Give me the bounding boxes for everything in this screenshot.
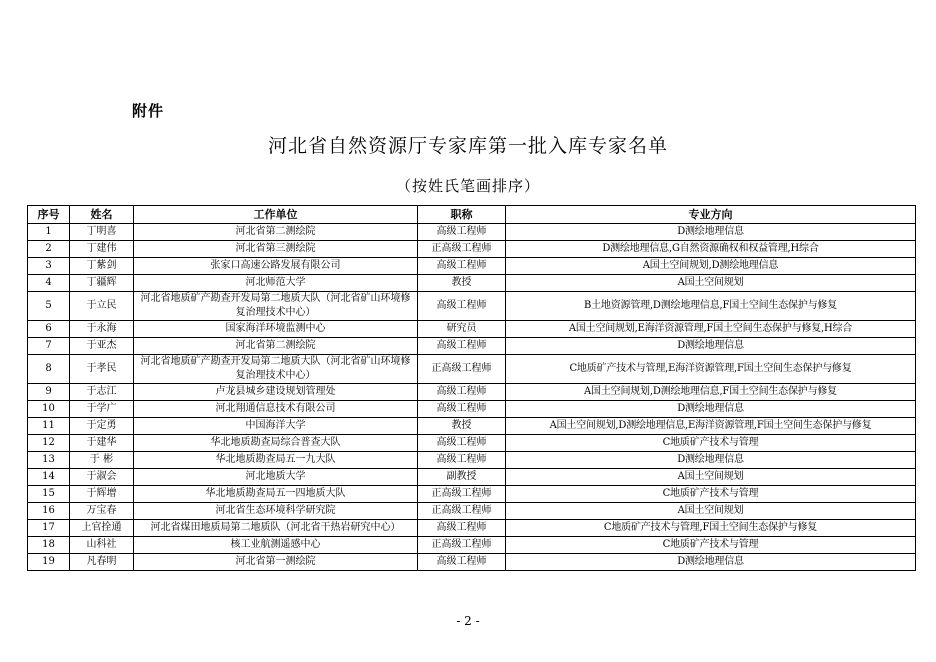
cell-index: 2 xyxy=(28,241,70,258)
cell-specialty: D测绘地理信息 xyxy=(506,554,916,571)
cell-index: 18 xyxy=(28,537,70,554)
cell-work-unit: 河北省煤田地质局第二地质队（河北省干热岩研究中心） xyxy=(134,520,418,537)
table-row xyxy=(28,338,916,355)
cell-work-unit: 卢龙县城乡建设规划管理处 xyxy=(134,384,418,401)
table-row xyxy=(28,554,916,571)
cell-index: 6 xyxy=(28,321,70,338)
cell-name: 丁明喜 xyxy=(70,224,134,241)
cell-specialty: C地质矿产技术与管理,E海洋资源管理,F国土空间生态保护与修复 xyxy=(506,355,916,384)
cell-title: 高级工程师 xyxy=(418,258,506,275)
cell-work-unit: 河北省地质矿产勘查开发局第二地质大队（河北省矿山环境修复治理技术中心） xyxy=(134,292,418,321)
cell-work-unit: 河北省生态环境科学研究院 xyxy=(134,503,418,520)
cell-index: 19 xyxy=(28,554,70,571)
header-specialty: 专业方向 xyxy=(506,206,916,224)
cell-title: 高级工程师 xyxy=(418,520,506,537)
cell-name: 于淑会 xyxy=(70,469,134,486)
cell-work-unit: 河北翔通信息技术有限公司 xyxy=(134,401,418,418)
cell-title: 高级工程师 xyxy=(418,401,506,418)
cell-index: 15 xyxy=(28,486,70,503)
cell-work-unit: 河北省地质矿产勘查开发局第二地质大队（河北省矿山环境修复治理技术中心） xyxy=(134,355,418,384)
cell-name: 丁疆辉 xyxy=(70,275,134,292)
cell-index: 5 xyxy=(28,292,70,321)
table-row xyxy=(28,321,916,338)
cell-index: 1 xyxy=(28,224,70,241)
cell-title: 高级工程师 xyxy=(418,384,506,401)
cell-index: 8 xyxy=(28,355,70,384)
cell-name: 于亚杰 xyxy=(70,338,134,355)
cell-name: 于志江 xyxy=(70,384,134,401)
cell-name: 于学广 xyxy=(70,401,134,418)
cell-index: 3 xyxy=(28,258,70,275)
cell-index: 4 xyxy=(28,275,70,292)
page-number: - 2 - xyxy=(456,614,480,628)
cell-index: 14 xyxy=(28,469,70,486)
cell-specialty: C地质矿产技术与管理,F国土空间生态保护与修复 xyxy=(506,520,916,537)
cell-specialty: D测绘地理信息 xyxy=(506,401,916,418)
cell-title: 高级工程师 xyxy=(418,292,506,321)
table-row xyxy=(28,435,916,452)
document-subtitle: （按姓氏笔画排序） xyxy=(395,177,540,195)
cell-specialty: A国土空间规划,D测绘地理信息,F国土空间生态保护与修复 xyxy=(506,384,916,401)
cell-title: 教授 xyxy=(418,418,506,435)
cell-title: 副教授 xyxy=(418,469,506,486)
cell-specialty: D测绘地理信息 xyxy=(506,224,916,241)
table-header-row xyxy=(28,206,916,224)
cell-work-unit: 核工业航测遥感中心 xyxy=(134,537,418,554)
cell-specialty: C地质矿产技术与管理 xyxy=(506,537,916,554)
cell-work-unit: 河北省第一测绘院 xyxy=(134,554,418,571)
cell-index: 12 xyxy=(28,435,70,452)
table-row xyxy=(28,384,916,401)
cell-specialty: A国土空间规划 xyxy=(506,503,916,520)
expert-table xyxy=(27,205,916,571)
cell-work-unit: 国家海洋环境监测中心 xyxy=(134,321,418,338)
cell-name: 凡春明 xyxy=(70,554,134,571)
cell-work-unit: 河北省第二测绘院 xyxy=(134,338,418,355)
cell-name: 于定勇 xyxy=(70,418,134,435)
cell-title: 正高级工程师 xyxy=(418,503,506,520)
table-row xyxy=(28,418,916,435)
cell-specialty: A国土空间规划,D测绘地理信息 xyxy=(506,258,916,275)
cell-work-unit: 河北地质大学 xyxy=(134,469,418,486)
cell-work-unit: 河北省第二测绘院 xyxy=(134,224,418,241)
cell-specialty: D测绘地理信息,G自然资源确权和权益管理,H综合 xyxy=(506,241,916,258)
cell-name: 丁紫剑 xyxy=(70,258,134,275)
cell-title: 教授 xyxy=(418,275,506,292)
table-row xyxy=(28,275,916,292)
table-row xyxy=(28,258,916,275)
cell-title: 正高级工程师 xyxy=(418,537,506,554)
cell-work-unit: 中国海洋大学 xyxy=(134,418,418,435)
cell-specialty: A国土空间规划,D测绘地理信息,E海洋资源管理,F国土空间生态保护与修复 xyxy=(506,418,916,435)
cell-name: 万宝春 xyxy=(70,503,134,520)
cell-work-unit: 河北省第三测绘院 xyxy=(134,241,418,258)
cell-name: 于建华 xyxy=(70,435,134,452)
cell-index: 11 xyxy=(28,418,70,435)
cell-title: 正高级工程师 xyxy=(418,241,506,258)
table-row xyxy=(28,292,916,321)
cell-specialty: A国土空间规划 xyxy=(506,469,916,486)
table-row xyxy=(28,224,916,241)
cell-index: 16 xyxy=(28,503,70,520)
table-body xyxy=(28,224,916,571)
table-row xyxy=(28,503,916,520)
header-index: 序号 xyxy=(28,206,70,224)
cell-name: 上官拴通 xyxy=(70,520,134,537)
cell-specialty: D测绘地理信息 xyxy=(506,452,916,469)
cell-name: 丁建伟 xyxy=(70,241,134,258)
header-name: 姓名 xyxy=(70,206,134,224)
table-row xyxy=(28,469,916,486)
cell-name: 于 彬 xyxy=(70,452,134,469)
cell-specialty: C地质矿产技术与管理 xyxy=(506,435,916,452)
table-row xyxy=(28,537,916,554)
table-row xyxy=(28,401,916,418)
cell-specialty: C地质矿产技术与管理 xyxy=(506,486,916,503)
cell-index: 7 xyxy=(28,338,70,355)
table-row xyxy=(28,241,916,258)
cell-index: 10 xyxy=(28,401,70,418)
table-row xyxy=(28,355,916,384)
cell-title: 高级工程师 xyxy=(418,338,506,355)
cell-name: 于辉增 xyxy=(70,486,134,503)
cell-specialty: D测绘地理信息 xyxy=(506,338,916,355)
cell-index: 13 xyxy=(28,452,70,469)
cell-work-unit: 张家口高速公路发展有限公司 xyxy=(134,258,418,275)
cell-specialty: A国土空间规划 xyxy=(506,275,916,292)
cell-index: 17 xyxy=(28,520,70,537)
cell-title: 高级工程师 xyxy=(418,452,506,469)
header-work-unit: 工作单位 xyxy=(134,206,418,224)
document-title: 河北省自然资源厅专家库第一批入库专家名单 xyxy=(267,135,668,157)
cell-title: 研究员 xyxy=(418,321,506,338)
cell-index: 9 xyxy=(28,384,70,401)
cell-title: 正高级工程师 xyxy=(418,355,506,384)
cell-title: 高级工程师 xyxy=(418,554,506,571)
cell-work-unit: 华北地质勘查局综合普查大队 xyxy=(134,435,418,452)
cell-name: 于孝民 xyxy=(70,355,134,384)
table-row xyxy=(28,486,916,503)
cell-work-unit: 华北地质勘查局五一四地质大队 xyxy=(134,486,418,503)
cell-specialty: B土地资源管理,D测绘地理信息,F国土空间生态保护与修复 xyxy=(506,292,916,321)
cell-title: 高级工程师 xyxy=(418,224,506,241)
cell-specialty: A国土空间规划,E海洋资源管理,F国土空间生态保护与修复,H综合 xyxy=(506,321,916,338)
cell-name: 于永海 xyxy=(70,321,134,338)
table-row xyxy=(28,520,916,537)
header-title: 职称 xyxy=(418,206,506,224)
table-row xyxy=(28,452,916,469)
cell-title: 正高级工程师 xyxy=(418,486,506,503)
cell-work-unit: 华北地质勘查局五一九大队 xyxy=(134,452,418,469)
cell-name: 山科社 xyxy=(70,537,134,554)
cell-name: 于立民 xyxy=(70,292,134,321)
cell-work-unit: 河北师范大学 xyxy=(134,275,418,292)
attachment-label: 附件 xyxy=(132,102,165,120)
cell-title: 高级工程师 xyxy=(418,435,506,452)
